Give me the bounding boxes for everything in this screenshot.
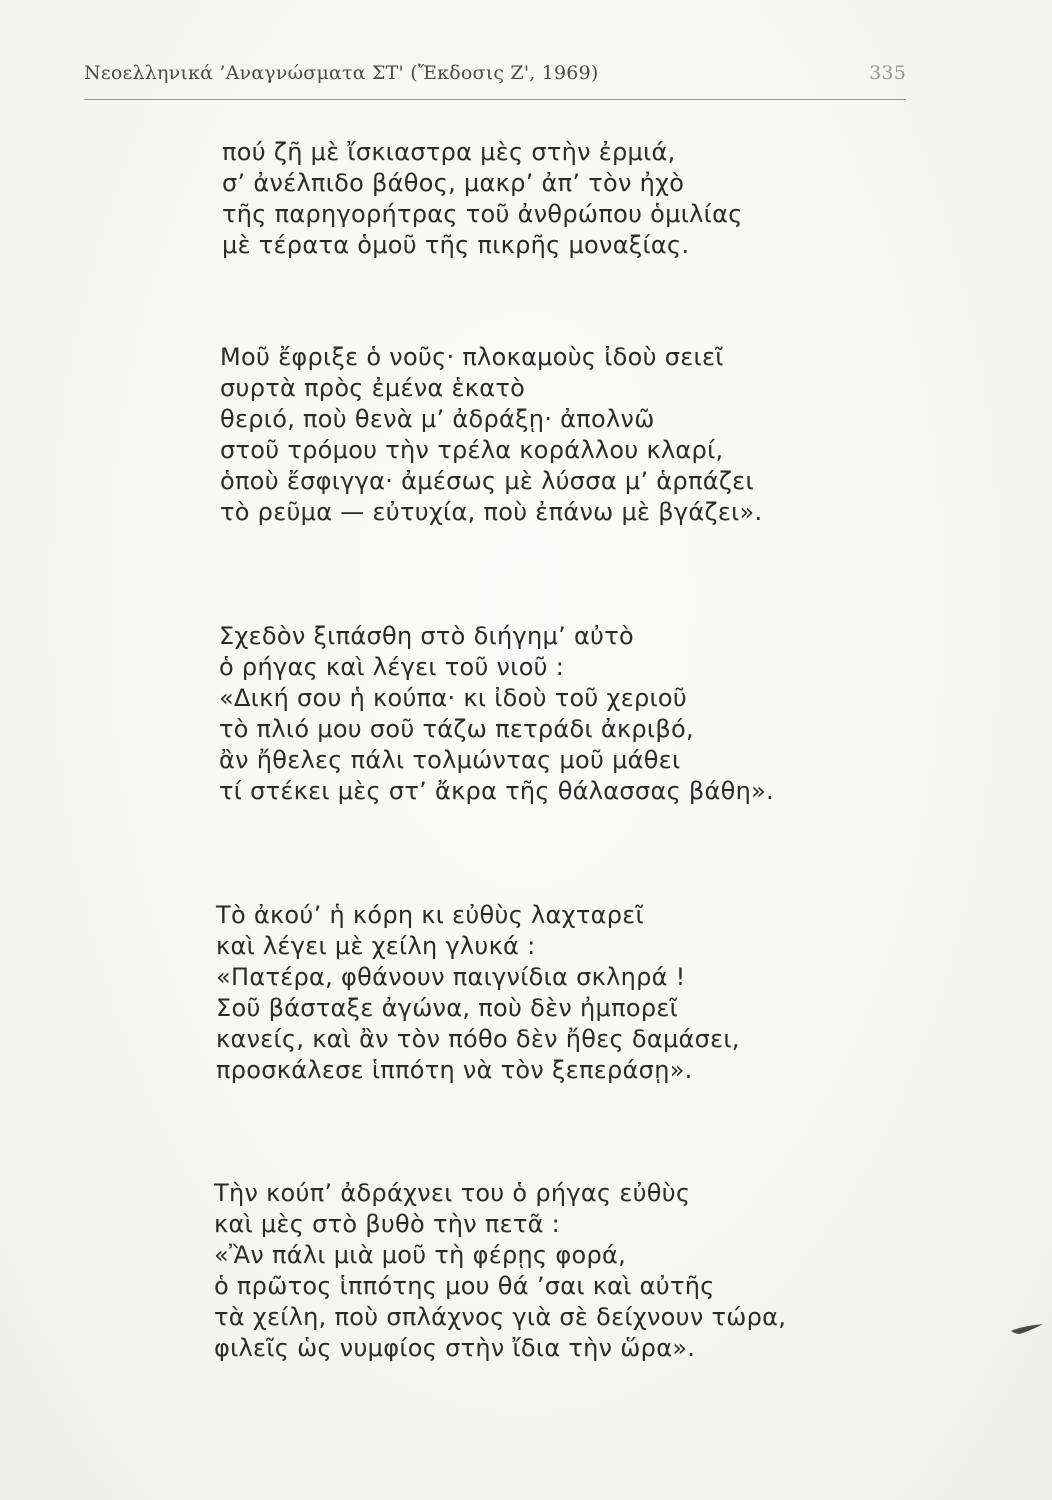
stanza xyxy=(222,137,743,261)
verse-line: «Πατέρα, φθάνουν παιγνίδια σκληρά ! xyxy=(216,963,686,991)
verse-line: καὶ μὲς στὸ βυθὸ τὴν πετᾶ : xyxy=(214,1210,561,1238)
verse-line: τὰ χείλη, ποὺ σπλάχνος γιὰ σὲ δείχνουν τώρα, xyxy=(214,1303,787,1331)
verse-line: προσκάλεσε ἱππότη νὰ τὸν ξεπεράσῃ». xyxy=(216,1056,693,1084)
stanza xyxy=(219,621,774,807)
verse-line: φιλεῖς ὡς νυμφίος στὴν ἴδια τὴν ὥρα». xyxy=(214,1334,696,1362)
verse-line: συρτὰ πρὸς ἐμένα ἑκατὸ xyxy=(220,374,526,402)
verse-line: καὶ λέγει μὲ χείλη γλυκά : xyxy=(216,932,536,960)
verse-line: τὸ πλιό μου σοῦ τάζω πετράδι ἀκριβό, xyxy=(219,715,694,743)
page-number: 335 xyxy=(869,62,906,84)
running-head-title: Νεοελληνικά ’Αναγνώσματα ΣΤ' (Ἔκδοσις Ζ', 1969) xyxy=(84,62,599,84)
verse-line: ὁ πρῶτος ἱππότης μου θά ’σαι καὶ αὐτῆς xyxy=(214,1272,715,1300)
verse-line: σ’ ἀνέλπιδο βάθος, μακρ’ ἀπ’ τὸν ἠχὸ xyxy=(222,169,685,197)
verse-line: ἂν ἤθελες πάλι τολμώντας μοῦ μάθει xyxy=(219,746,681,774)
verse-line: «Ἂν πάλι μιὰ μοῦ τὴ φέρῃς φορά, xyxy=(214,1241,627,1269)
verse-line: Σοῦ βάσταξε ἀγώνα, ποὺ δὲν ἠμπορεῖ xyxy=(216,994,679,1022)
verse-line: ὁ ρήγας καὶ λέγει τοῦ νιοῦ : xyxy=(219,653,565,681)
verse-line: Σχεδὸν ξιπάσθη στὸ διήγημ’ αὐτὸ xyxy=(219,622,634,650)
stanza xyxy=(220,342,762,528)
ink-smudge-icon xyxy=(1010,1322,1044,1336)
verse-line: ὁποὺ ἔσφιγγα· ἀμέσως μὲ λύσσα μ’ ἁρπάζει xyxy=(220,467,754,495)
verse-line: μὲ τέρατα ὁμοῦ τῆς πικρῆς μοναξίας. xyxy=(222,231,690,259)
verse-line: πού ζῆ μὲ ἴσκιαστρα μὲς στὴν ἐρμιά, xyxy=(222,138,676,166)
verse-line: Μοῦ ἔφριξε ὁ νοῦς· πλοκαμοὺς ἰδοὺ σειεῖ xyxy=(220,343,724,371)
verse-line: στοῦ τρόμου τὴν τρέλα κοράλλου κλαρί, xyxy=(220,436,724,464)
stanza xyxy=(216,900,740,1086)
verse-line: «Δική σου ἡ κούπα· κι ἰδοὺ τοῦ χεριοῦ xyxy=(219,684,688,712)
verse-line: τὸ ρεῦμα — εὐτυχία, ποὺ ἐπάνω μὲ βγάζει». xyxy=(220,498,763,526)
stanza xyxy=(214,1178,786,1364)
verse-line: θεριό, ποὺ θενὰ μ’ ἀδράξῃ· ἀπολνῶ xyxy=(220,405,655,433)
verse-line: Τὴν κούπ’ ἀδράχνει του ὁ ρήγας εὐθὺς xyxy=(214,1179,691,1207)
verse-line: τί στέκει μὲς στ’ ἄκρα τῆς θάλασσας βάθη». xyxy=(219,777,775,805)
verse-line: Τὸ ἀκού’ ἡ κόρη κι εὐθὺς λαχταρεῖ xyxy=(216,901,644,929)
verse-line: τῆς παρηγορήτρας τοῦ ἀνθρώπου ὁμιλίας xyxy=(222,200,743,228)
verse-line: κανείς, καὶ ἂν τὸν πόθο δὲν ἤθες δαμάσει, xyxy=(216,1025,740,1053)
